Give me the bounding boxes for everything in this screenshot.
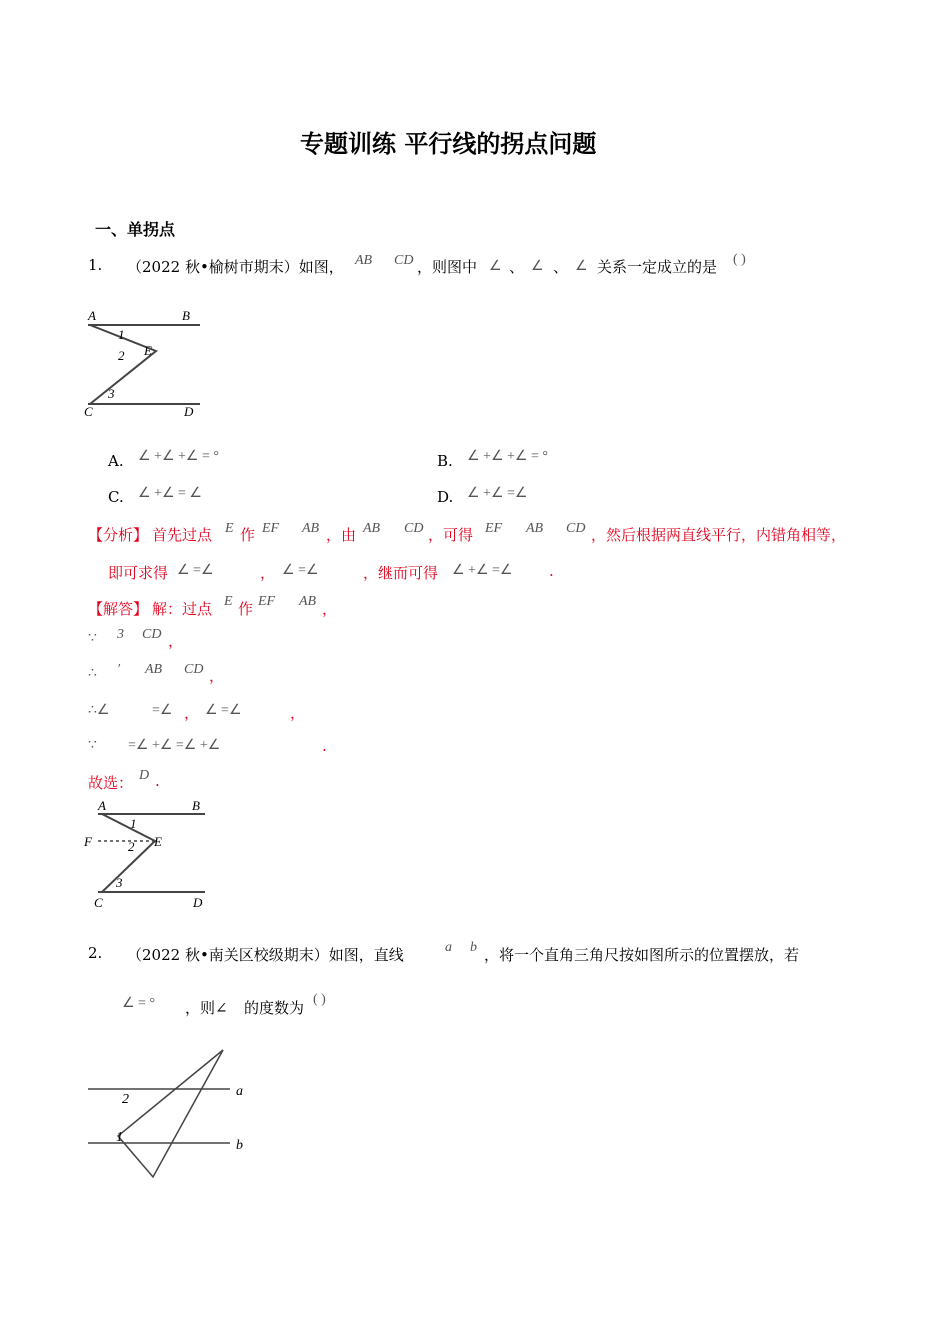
q1-source: （2022 秋•榆树市期末）如图， — [127, 258, 344, 276]
solution-line1-end: ， — [168, 632, 184, 650]
q1-math-ab: AB — [355, 253, 373, 268]
q1-figure — [80, 300, 210, 425]
analysis-text-3: ，由 — [326, 526, 357, 544]
q2-math-a: a — [445, 940, 452, 955]
q2-fig-label-b: b — [236, 1138, 243, 1153]
q1-comma-1: 、 — [509, 258, 525, 276]
solution-math-ab: AB — [299, 594, 317, 609]
q1-mid: ，则图中 — [417, 258, 478, 276]
analysis-math-e: E — [225, 521, 234, 536]
solution-line1-cd: CD — [142, 627, 162, 642]
solution-line3-expr-1: =∠ — [152, 703, 173, 718]
q1-fig-label-b: B — [182, 308, 190, 323]
solution-line2-end: ， — [209, 667, 225, 685]
analysis-text-1: 首先过点 — [152, 526, 213, 544]
solution-line2-math: ′ — [117, 662, 121, 677]
solution-line1-symbol: ∵ — [88, 631, 97, 646]
q1-angle-2: ∠ — [531, 259, 544, 274]
analysis-math-ef: EF — [262, 521, 280, 536]
solution-line2-ab: AB — [145, 662, 163, 677]
q1-fig-label-c: C — [84, 404, 93, 419]
q1-fig-label-3: 3 — [108, 386, 115, 401]
solution-math-ef: EF — [258, 594, 276, 609]
page-title: 专题训练 平行线的拐点问题 — [300, 130, 597, 158]
q1-sol-fig-label-e: E — [154, 834, 162, 849]
analysis-expr-1: ∠ =∠ — [177, 563, 214, 578]
analysis-math-ab: AB — [302, 521, 320, 536]
q1-fig-label-2: 2 — [118, 348, 125, 363]
q1-sol-fig-label-b: B — [192, 798, 200, 813]
q1-option-b-expr: ∠ +∠ +∠ = ° — [467, 449, 548, 464]
solution-line2-cd: CD — [184, 662, 204, 677]
q2-text-2: ，则∠ — [185, 999, 228, 1017]
analysis-math-ef2: EF — [485, 521, 503, 536]
analysis-text-4: ，可得 — [428, 526, 474, 544]
analysis-math-ab3: AB — [526, 521, 544, 536]
q1-fig-label-1: 1 — [118, 327, 125, 342]
q1-option-d-label: D. — [437, 488, 454, 506]
q2-tail: ，将一个直角三角尺按如图所示的位置摆放，若 — [484, 946, 800, 964]
q1-solution-figure — [80, 795, 215, 913]
solution-line4-expr: =∠ +∠ =∠ +∠ — [128, 738, 221, 753]
q1-paren: ( ) — [733, 252, 746, 267]
q1-sol-fig-label-c: C — [94, 895, 103, 910]
q2-number: 2. — [88, 944, 103, 962]
solution-text-3: ， — [322, 600, 338, 618]
q1-option-b-label: B. — [437, 452, 453, 470]
q1-sol-fig-label-3: 3 — [116, 875, 123, 890]
q1-comma-2: 、 — [553, 258, 569, 276]
answer-value: D — [139, 768, 150, 783]
q1-option-c-expr: ∠ +∠ = ∠ — [138, 486, 202, 501]
solution-line4-symbol: ∵ — [88, 738, 97, 753]
q1-fig-label-a: A — [88, 308, 96, 323]
analysis-text-7: ， — [260, 564, 276, 582]
analysis-math-cd2: CD — [566, 521, 586, 536]
q1-fig-label-d: D — [184, 404, 194, 419]
q1-sol-fig-label-f: F — [84, 834, 92, 849]
q2-figure — [80, 1040, 255, 1185]
solution-text-2: 作 — [238, 600, 254, 618]
q1-option-c-label: C. — [108, 488, 124, 506]
q2-text-3: 的度数为 — [244, 999, 305, 1017]
solution-line3-expr-2: ∠ =∠ — [205, 703, 242, 718]
solution-line3-comma: ， — [184, 704, 200, 722]
analysis-expr-2: ∠ =∠ — [282, 563, 319, 578]
analysis-math-cd: CD — [404, 521, 424, 536]
q1-option-d-expr: ∠ +∠ =∠ — [467, 486, 528, 501]
solution-line1-math: 3 — [117, 627, 124, 642]
analysis-expr-3: ∠ +∠ =∠ — [452, 563, 513, 578]
q2-math-b: b — [470, 940, 477, 955]
analysis-math-ab2: AB — [363, 521, 381, 536]
q1-angle-3: ∠ — [575, 259, 588, 274]
q1-angle-1: ∠ — [489, 259, 502, 274]
q1-tail: 关系一定成立的是 — [597, 258, 718, 276]
analysis-text-8: ，继而可得 — [363, 564, 439, 582]
section-heading: 一、单拐点 — [95, 220, 176, 239]
solution-math-e: E — [224, 594, 233, 609]
q1-option-a-expr: ∠ +∠ +∠ = ° — [138, 449, 219, 464]
solution-tag: 【解答】 — [88, 600, 149, 618]
solution-line3-end: ， — [290, 704, 306, 722]
analysis-tag: 【分析】 — [88, 526, 149, 544]
q2-fig-label-a: a — [236, 1084, 243, 1099]
answer-end: . — [155, 772, 160, 790]
answer-label: 故选： — [88, 774, 134, 792]
q2-fig-label-1: 1 — [116, 1130, 123, 1145]
q1-number: 1. — [88, 256, 103, 274]
solution-line4-end: . — [322, 737, 327, 755]
analysis-text-6: 即可求得 — [108, 564, 169, 582]
q2-condition: ∠ = ° — [122, 996, 156, 1011]
analysis-text-5: ，然后根据两直线平行，内错角相等， — [591, 526, 847, 544]
solution-text-1: 解：过点 — [152, 600, 213, 618]
solution-line2-symbol: ∴ — [88, 666, 97, 681]
q1-sol-fig-label-2: 2 — [128, 839, 135, 854]
q1-math-cd: CD — [394, 253, 414, 268]
q1-sol-fig-label-d: D — [193, 895, 203, 910]
q1-sol-fig-label-1: 1 — [130, 816, 137, 831]
q2-source: （2022 秋•南关区校级期末）如图，直线 — [127, 946, 404, 964]
solution-line3-symbol: ∴∠ — [88, 703, 110, 718]
q2-fig-label-2: 2 — [122, 1092, 129, 1107]
q1-fig-label-e: E — [144, 343, 152, 358]
q2-paren: ( ) — [313, 992, 326, 1007]
analysis-text-9: . — [549, 562, 554, 580]
q1-sol-fig-label-a: A — [98, 798, 106, 813]
analysis-text-2: 作 — [240, 526, 256, 544]
q1-option-a-label: A. — [108, 452, 124, 470]
